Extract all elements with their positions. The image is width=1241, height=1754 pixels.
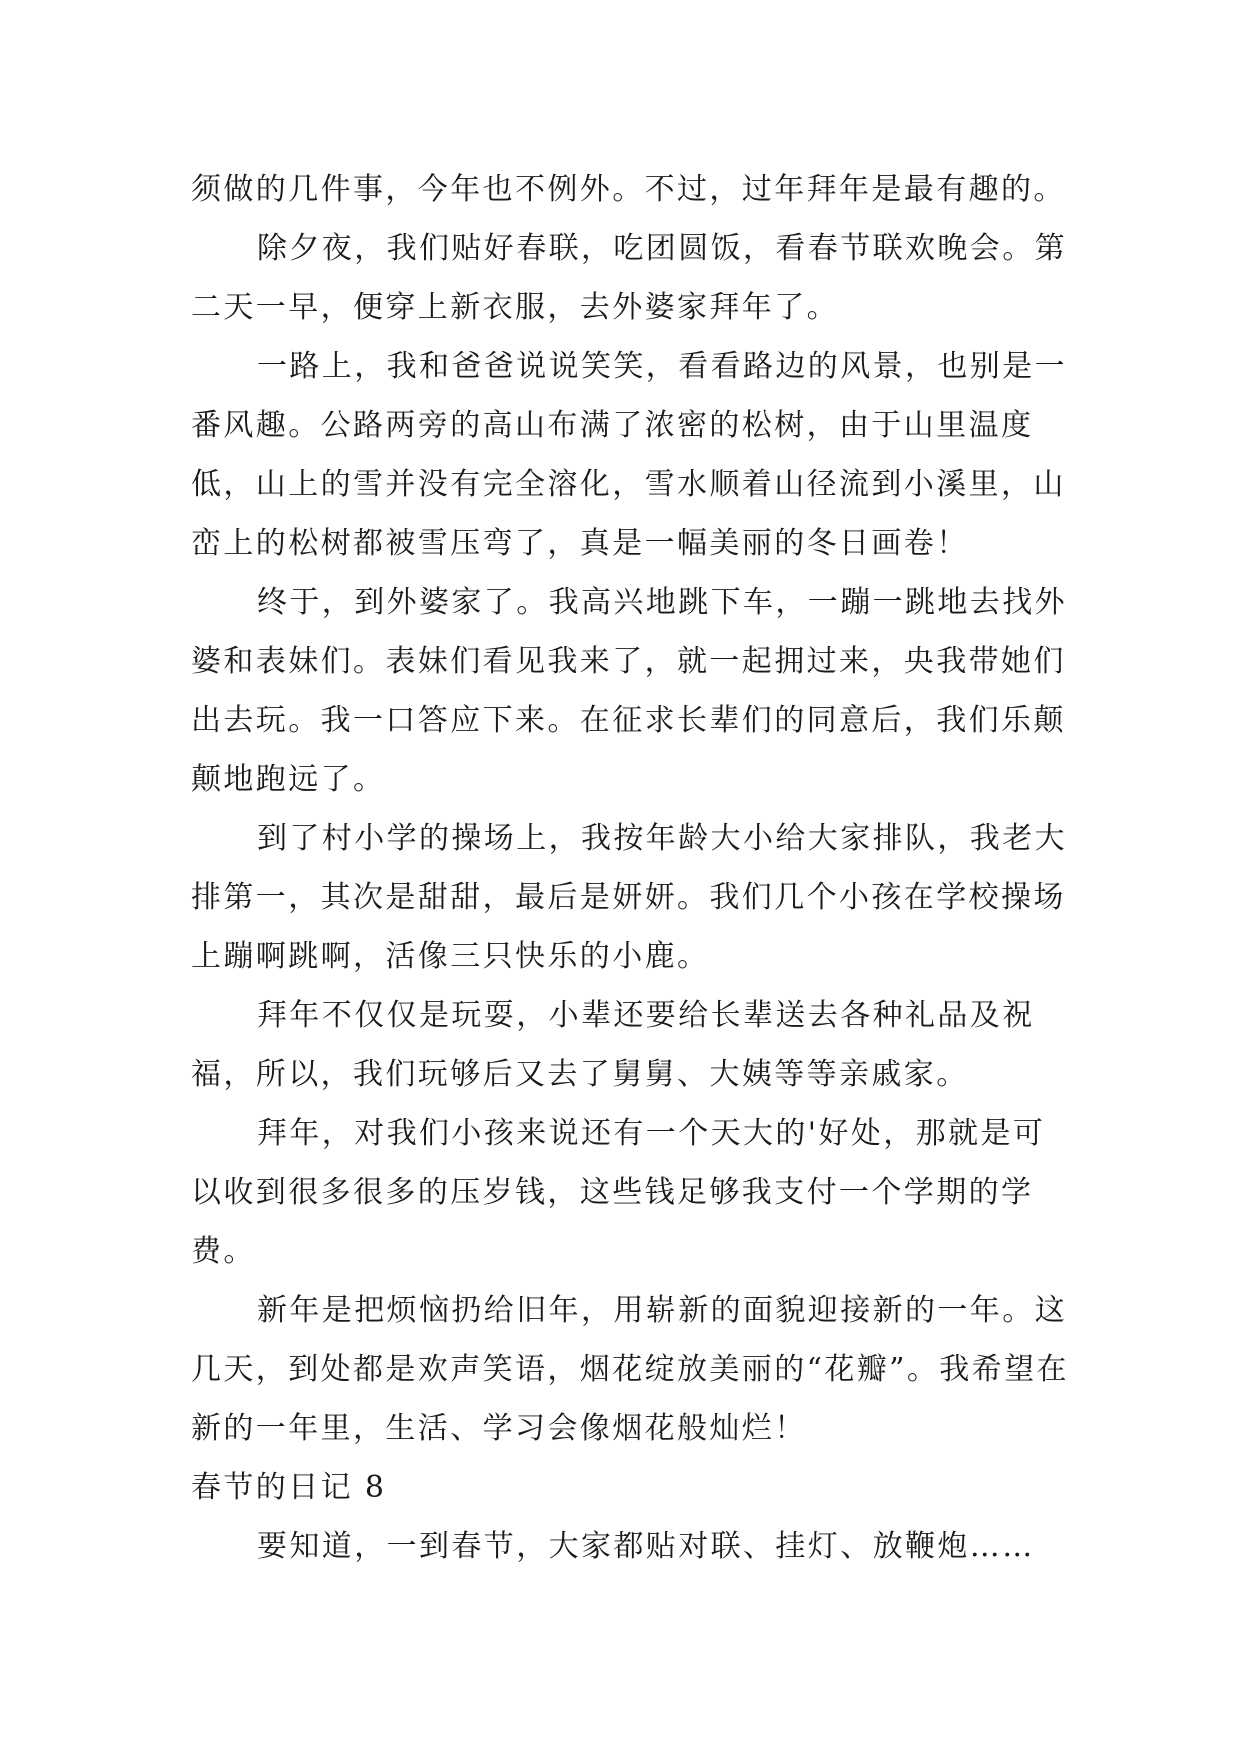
paragraph: 拜年，对我们小孩来说还有一个天大的'好处，那就是可以收到很多很多的压岁钱，这些钱足够我支付一个学期的学费。 bbox=[191, 1116, 1046, 1269]
paragraph-continued: 须做的几件事，今年也不例外。不过，过年拜年是最有趣的。 bbox=[191, 172, 1066, 207]
paragraph: 新年是把烦恼扔给旧年，用崭新的面貌迎接新的一年。这几天，到处都是欢声笑语，烟花绽放美丽的“花瓣”。我希望在新的一年里，生活、学习会像烟花般灿烂！ bbox=[191, 1293, 1069, 1446]
paragraph: 到了村小学的操场上，我按年龄大小给大家排队，我老大排第一，其次是甜甜，最后是妍妍。我们几个小孩在学校操场上蹦啊跳啊，活像三只快乐的小鹿。 bbox=[191, 821, 1067, 974]
paragraph: 一路上，我和爸爸说说笑笑，看看路边的风景，也别是一番风趣。公路两旁的高山布满了浓密的松树，由于山里温度低，山上的雪并没有完全溶化，雪水顺着山径流到小溪里，山峦上的松树都被雪压弯了，真是一幅美丽的冬日画卷！ bbox=[191, 349, 1067, 561]
paragraph: 终于，到外婆家了。我高兴地跳下车，一蹦一跳地去找外婆和表妹们。表妹们看见我来了，就一起拥过来，央我带她们出去玩。我一口答应下来。在征求长辈们的同意后，我们乐颠颠地跑远了。 bbox=[191, 585, 1067, 797]
paragraph: 拜年不仅仅是玩耍，小辈还要给长辈送去各种礼品及祝福，所以，我们玩够后又去了舅舅、大姨等等亲戚家。 bbox=[191, 998, 1035, 1092]
paragraph: 要知道，一到春节，大家都贴对联、挂灯、放鞭炮…… bbox=[257, 1529, 1035, 1564]
section-heading: 春节的日记 8 bbox=[191, 1470, 387, 1505]
paragraph: 除夕夜，我们贴好春联，吃团圆饭，看春节联欢晚会。第二天一早，便穿上新衣服，去外婆家拜年了。 bbox=[191, 231, 1067, 325]
document-body bbox=[191, 160, 1071, 1576]
